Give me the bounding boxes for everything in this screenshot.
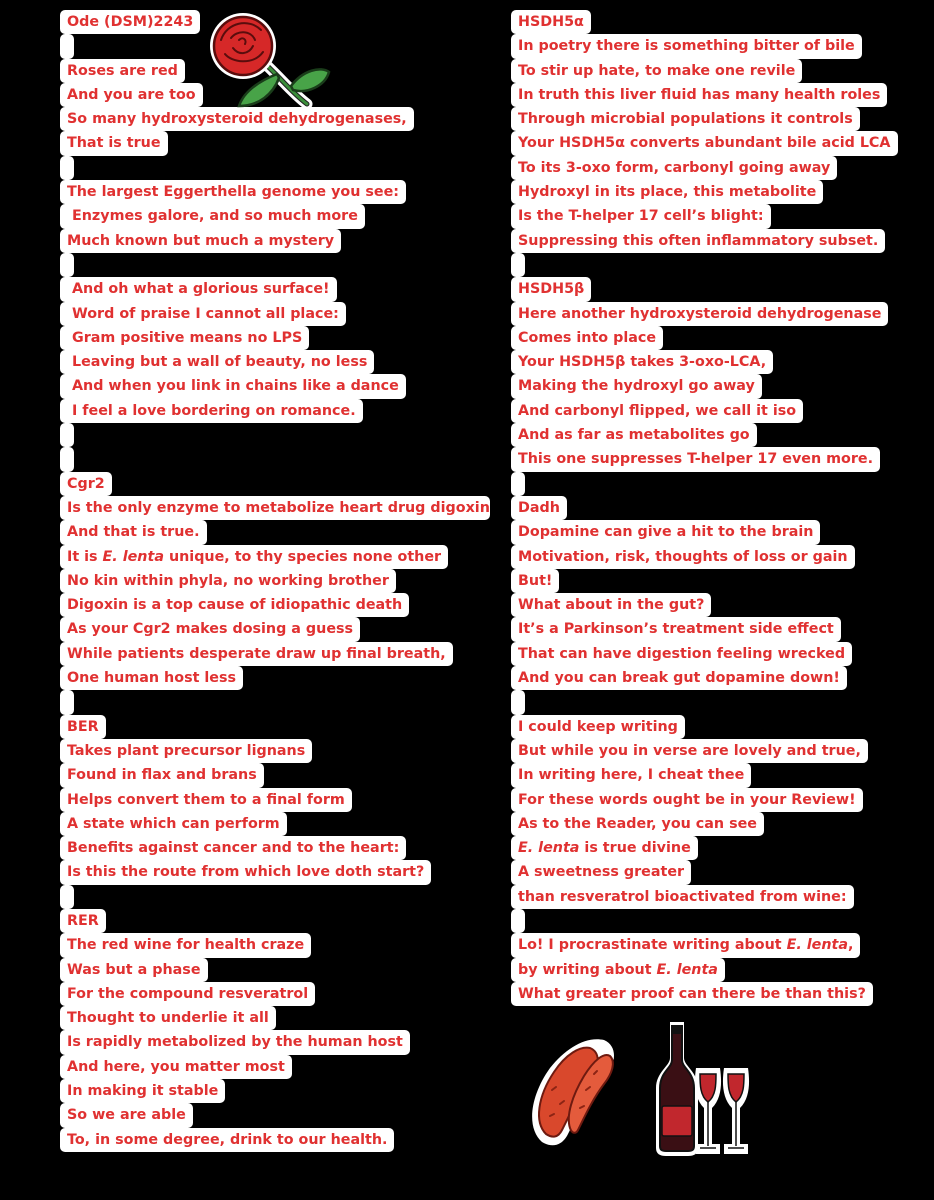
poem-line: The largest Eggerthella genome you see: bbox=[60, 180, 406, 204]
poem-line: To, in some degree, drink to our health. bbox=[60, 1128, 394, 1152]
poem-line: This one suppresses T-helper 17 even more. bbox=[511, 447, 880, 471]
poem-line: Suppressing this often inflammatory subset. bbox=[511, 229, 885, 253]
poem-line: Comes into place bbox=[511, 326, 663, 350]
poem-line bbox=[511, 253, 525, 277]
poem-line: Motivation, risk, thoughts of loss or gain bbox=[511, 545, 855, 569]
poem-line: That can have digestion feeling wrecked bbox=[511, 642, 852, 666]
poem-line: A sweetness greater bbox=[511, 860, 691, 884]
poem-line: Here another hydroxysteroid dehydrogenase bbox=[511, 302, 888, 326]
poem-line: Helps convert them to a final form bbox=[60, 788, 352, 812]
poem-line: I could keep writing bbox=[511, 715, 685, 739]
poem-line bbox=[60, 885, 74, 909]
poem-line bbox=[511, 909, 525, 933]
poem-line: Roses are red bbox=[60, 59, 185, 83]
poem-line: I feel a love bordering on romance. bbox=[60, 399, 363, 423]
poem-line: And carbonyl flipped, we call it iso bbox=[511, 399, 803, 423]
poem-line: Through microbial populations it controls bbox=[511, 107, 860, 131]
poem-line: What about in the gut? bbox=[511, 593, 711, 617]
poem-line: That is true bbox=[60, 131, 168, 155]
poem-line: It is E. lenta unique, to thy species none other bbox=[60, 545, 448, 569]
poem-line: than resveratrol bioactivated from wine: bbox=[511, 885, 854, 909]
poem-line: Dopamine can give a hit to the brain bbox=[511, 520, 820, 544]
section-heading: RER bbox=[60, 909, 106, 933]
poem-line: Was but a phase bbox=[60, 958, 208, 982]
poem-line: And here, you matter most bbox=[60, 1055, 292, 1079]
poem-line bbox=[60, 447, 74, 471]
poem-line: For the compound resveratrol bbox=[60, 982, 315, 1006]
poem-line bbox=[60, 253, 74, 277]
poem-line: As your Cgr2 makes dosing a guess bbox=[60, 617, 360, 641]
poem-line: Enzymes galore, and so much more bbox=[60, 204, 365, 228]
poem-line bbox=[511, 472, 525, 496]
poem-line: Thought to underlie it all bbox=[60, 1006, 276, 1030]
poem-line: It’s a Parkinson’s treatment side effect bbox=[511, 617, 841, 641]
poem-line: And oh what a glorious surface! bbox=[60, 277, 337, 301]
poem-line bbox=[60, 690, 74, 714]
poem-line: The red wine for health craze bbox=[60, 933, 311, 957]
poem-line bbox=[511, 690, 525, 714]
right-column bbox=[511, 10, 934, 1006]
poem-line: E. lenta is true divine bbox=[511, 836, 698, 860]
section-heading: Dadh bbox=[511, 496, 567, 520]
poem-line: Making the hydroxyl go away bbox=[511, 374, 762, 398]
poem-line: So we are able bbox=[60, 1103, 193, 1127]
poem-line: One human host less bbox=[60, 666, 243, 690]
poem-line: Your HSDH5α converts abundant bile acid LCA bbox=[511, 131, 898, 155]
poem-line: In truth this liver fluid has many health roles bbox=[511, 83, 887, 107]
poem-line: Hydroxyl in its place, this metabolite bbox=[511, 180, 823, 204]
poem-line: Leaving but a wall of beauty, no less bbox=[60, 350, 374, 374]
poem-line: In poetry there is something bitter of bile bbox=[511, 34, 862, 58]
poem-line: But! bbox=[511, 569, 559, 593]
poem-line: In making it stable bbox=[60, 1079, 225, 1103]
poem-line: While patients desperate draw up final breath, bbox=[60, 642, 453, 666]
poem-line: Is the T-helper 17 cell’s blight: bbox=[511, 204, 771, 228]
poem-line: What greater proof can there be than this? bbox=[511, 982, 873, 1006]
poem-line: For these words ought be in your Review! bbox=[511, 788, 863, 812]
poem-line: So many hydroxysteroid dehydrogenases, bbox=[60, 107, 414, 131]
poem-line: Is rapidly metabolized by the human host bbox=[60, 1030, 410, 1054]
sausage-icon bbox=[520, 1030, 622, 1152]
poem-line: Is the only enzyme to metabolize heart drug digoxin bbox=[60, 496, 490, 520]
poem-title: Ode (DSM)2243 bbox=[60, 10, 200, 34]
poem-line: Found in flax and brans bbox=[60, 763, 264, 787]
poem-line: Word of praise I cannot all place: bbox=[60, 302, 346, 326]
poem-line: To its 3-oxo form, carbonyl going away bbox=[511, 156, 837, 180]
poem-line: by writing about E. lenta bbox=[511, 958, 725, 982]
poem-line: And you are too bbox=[60, 83, 203, 107]
section-heading: HSDH5β bbox=[511, 277, 591, 301]
poem-line: A state which can perform bbox=[60, 812, 287, 836]
left-column bbox=[60, 10, 500, 1152]
poem-line: Much known but much a mystery bbox=[60, 229, 341, 253]
poem-line: Benefits against cancer and to the heart: bbox=[60, 836, 406, 860]
poem-line: But while you in verse are lovely and true, bbox=[511, 739, 868, 763]
poem-line: And that is true. bbox=[60, 520, 207, 544]
poem-line: Takes plant precursor lignans bbox=[60, 739, 312, 763]
poem-line: In writing here, I cheat thee bbox=[511, 763, 751, 787]
poem-line: As to the Reader, you can see bbox=[511, 812, 764, 836]
poem-line: Lo! I procrastinate writing about E. lenta, bbox=[511, 933, 860, 957]
poem-line: Your HSDH5β takes 3-oxo-LCA, bbox=[511, 350, 773, 374]
section-heading: Cgr2 bbox=[60, 472, 112, 496]
poem-line: And you can break gut dopamine down! bbox=[511, 666, 847, 690]
section-heading: HSDH5α bbox=[511, 10, 591, 34]
poem-line bbox=[60, 156, 74, 180]
rose-icon bbox=[203, 10, 333, 112]
poem-line: And when you link in chains like a dance bbox=[60, 374, 406, 398]
poem-line bbox=[60, 423, 74, 447]
poem-line: Digoxin is a top cause of idiopathic death bbox=[60, 593, 409, 617]
poem-line: Gram positive means no LPS bbox=[60, 326, 309, 350]
section-heading: BER bbox=[60, 715, 106, 739]
wine-glass-icon bbox=[694, 1064, 752, 1160]
poem-line: Is this the route from which love doth start? bbox=[60, 860, 431, 884]
poem-line: No kin within phyla, no working brother bbox=[60, 569, 396, 593]
poem-line: And as far as metabolites go bbox=[511, 423, 757, 447]
poem-line: To stir up hate, to make one revile bbox=[511, 59, 802, 83]
poem-line bbox=[60, 34, 74, 58]
